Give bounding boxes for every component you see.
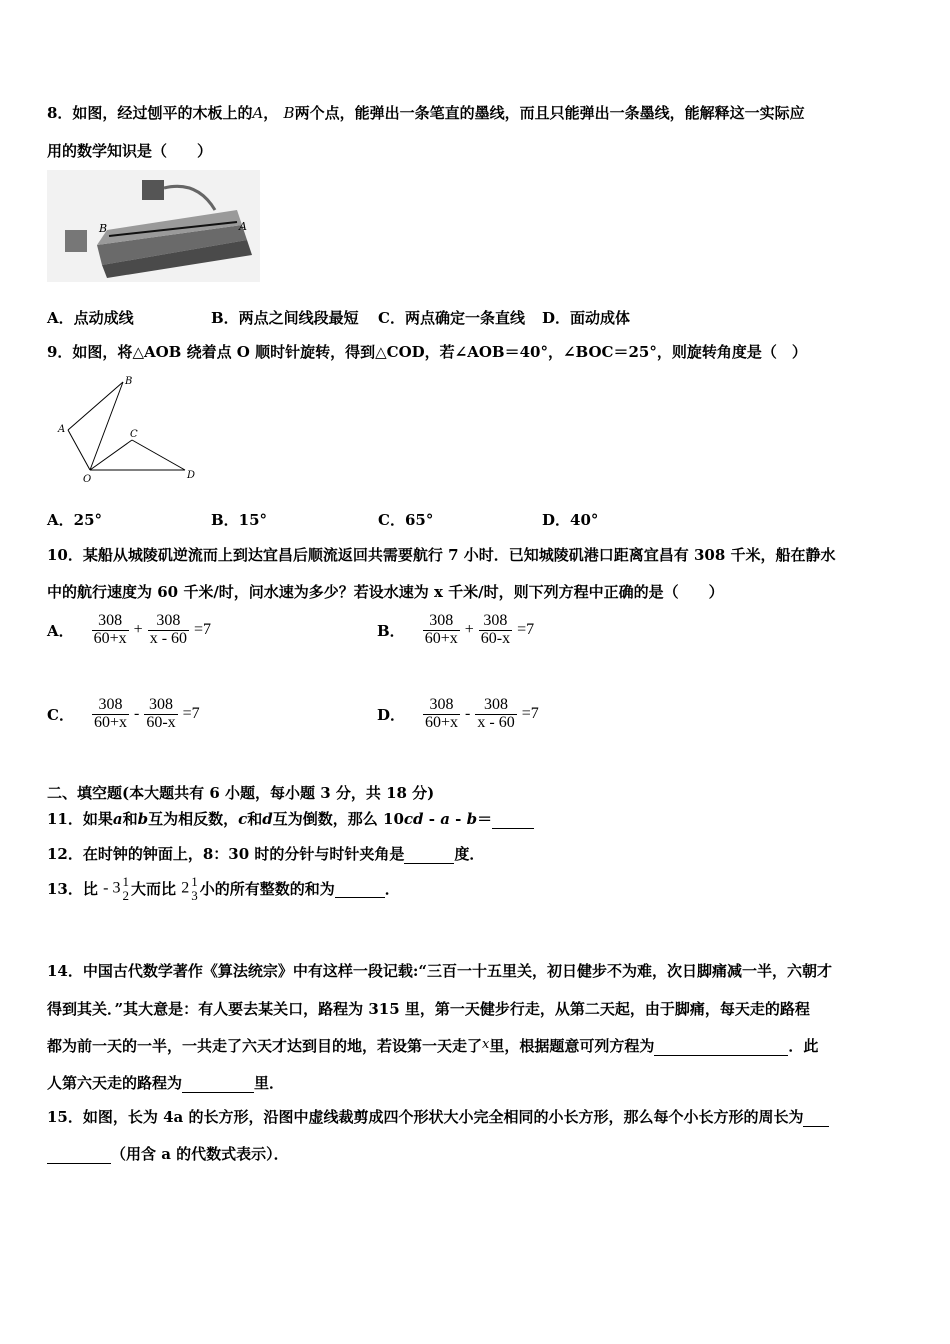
q8-option-d[interactable]: D．面动成体	[542, 309, 631, 327]
fraction: 1 2	[122, 874, 129, 903]
q12-text: 12．在时钟的钟面上，8：30 时的分针与时针夹角是 度．	[47, 845, 485, 863]
q8-option-a[interactable]: A．点动成线	[47, 309, 134, 327]
q8-line2: 用的数学知识是（ ）	[47, 142, 213, 160]
fraction: $\frac{308}{60+x}$	[93, 696, 127, 731]
fig-label-d: D	[187, 470, 196, 481]
q11-text: 11．如果a和b互为相反数，c和d互为倒数，那么 10cd - a - b＝	[47, 808, 534, 829]
q15-line2: （用含 a 的代数式表示）．	[47, 1143, 289, 1164]
q8-woodboard-figure	[47, 170, 260, 282]
q9-option-c[interactable]: C．65°	[378, 511, 434, 529]
q9-option-b[interactable]: B．15°	[211, 511, 268, 529]
answer-blank[interactable]	[335, 879, 385, 898]
answer-blank[interactable]	[803, 1108, 829, 1127]
q14-line4: 人第六天走的路程为 里．	[47, 1074, 285, 1092]
answer-blank[interactable]	[182, 1074, 254, 1093]
q9-option-a[interactable]: A．25°	[47, 511, 103, 529]
fraction: $\frac{308}{60-x}$	[480, 612, 511, 647]
fraction: $\frac{308}{60+x}$	[424, 612, 458, 647]
answer-blank[interactable]	[654, 1037, 788, 1056]
fig-label-o: O	[83, 474, 92, 485]
q10-line2: 中的航行速度为 60 千米/时，问水速为多少？若设水速为 x 千米/时，则下列方程中正确的是（ ）	[47, 583, 724, 601]
fig-label-b: B	[125, 376, 133, 387]
q10-option-c[interactable]: C． $\frac{308}{60+x}$ - $\frac{308}{60-x}$ =7	[47, 696, 200, 731]
q13-text: 13．比 - 3 1 2 大而比 2 1 3 小的所有整数的和为 ．	[47, 874, 400, 903]
fig-label-a: A	[239, 220, 247, 233]
q9-rotation-figure	[55, 372, 205, 487]
answer-blank[interactable]	[47, 1145, 111, 1164]
mixed-number: 2 1 3	[181, 874, 198, 903]
q8-option-b[interactable]: B．两点之间线段最短	[211, 309, 359, 327]
q10-option-d[interactable]: D． $\frac{308}{60+x}$ - $\frac{308}{x - 60}$ =7	[377, 696, 539, 731]
q8-point-a: A	[252, 104, 264, 122]
fig-label-a: A	[58, 424, 66, 435]
q14-line3: 都为前一天的一半，一共走了六天才达到目的地，若设第一天走了x里，根据题意可列方程为 ．此	[47, 1037, 819, 1055]
answer-blank[interactable]	[492, 810, 534, 829]
section-heading: 二、填空题(本大题共有 6 小题，每小题 3 分，共 18 分)	[47, 784, 435, 802]
answer-blank[interactable]	[404, 845, 454, 864]
q10-option-a[interactable]: A． $\frac{308}{60+x}$ + $\frac{308}{x - 60}$ =7	[47, 612, 212, 647]
fig-label-b: B	[99, 222, 108, 235]
fraction: $\frac{308}{x - 60}$	[477, 696, 515, 731]
fraction: $\frac{308}{x - 60}$	[149, 612, 188, 647]
fraction: $\frac{308}{60-x}$	[146, 696, 176, 731]
q9-option-d[interactable]: D．40°	[542, 511, 599, 529]
fig-label-c: C	[130, 429, 138, 440]
mixed-number: - 3 1 2	[103, 874, 129, 903]
fraction: 1 3	[191, 874, 198, 903]
q9-text: 9．如图，将△AOB 绕着点 O 顺时针旋转，得到△COD，若∠AOB＝40°，∠BOC＝25°，则旋转角度是（ ）	[47, 343, 807, 361]
fraction: $\frac{308}{60+x}$	[425, 696, 459, 731]
q8-line1: 8．如图，经过刨平的木板上的A， B两个点，能弹出一条笔直的墨线，而且只能弹出一条墨线，能解释这一实际应	[47, 104, 805, 122]
q10-line1: 10．某船从城陵矶逆流而上到达宜昌后顺流返回共需要航行 7 小时．已知城陵矶港口距离宜昌有 308 千米，船在静水	[47, 546, 836, 564]
q8-option-c[interactable]: C．两点确定一条直线	[378, 309, 525, 327]
q14-line1: 14．中国古代数学著作《算法统宗》中有这样一段记载:“三百一十五里关，初日健步不为难，次日脚痛减一半，六朝才	[47, 962, 833, 980]
q8-point-b: B	[283, 104, 295, 122]
fraction: $\frac{308}{60+x}$	[93, 612, 127, 647]
q10-option-b[interactable]: B． $\frac{308}{60+x}$ + $\frac{308}{60-x}$ =7	[377, 612, 535, 647]
q14-line2: 得到其关．”其大意是：有人要去某关口，路程为 315 里，第一天健步行走，从第二天起，由于脚痛，每天走的路程	[47, 1000, 810, 1018]
q15-line1: 15．如图，长为 4a 的长方形，沿图中虚线裁剪成四个形状大小完全相同的小长方形，那么每个小长方形的周长为	[47, 1106, 829, 1127]
